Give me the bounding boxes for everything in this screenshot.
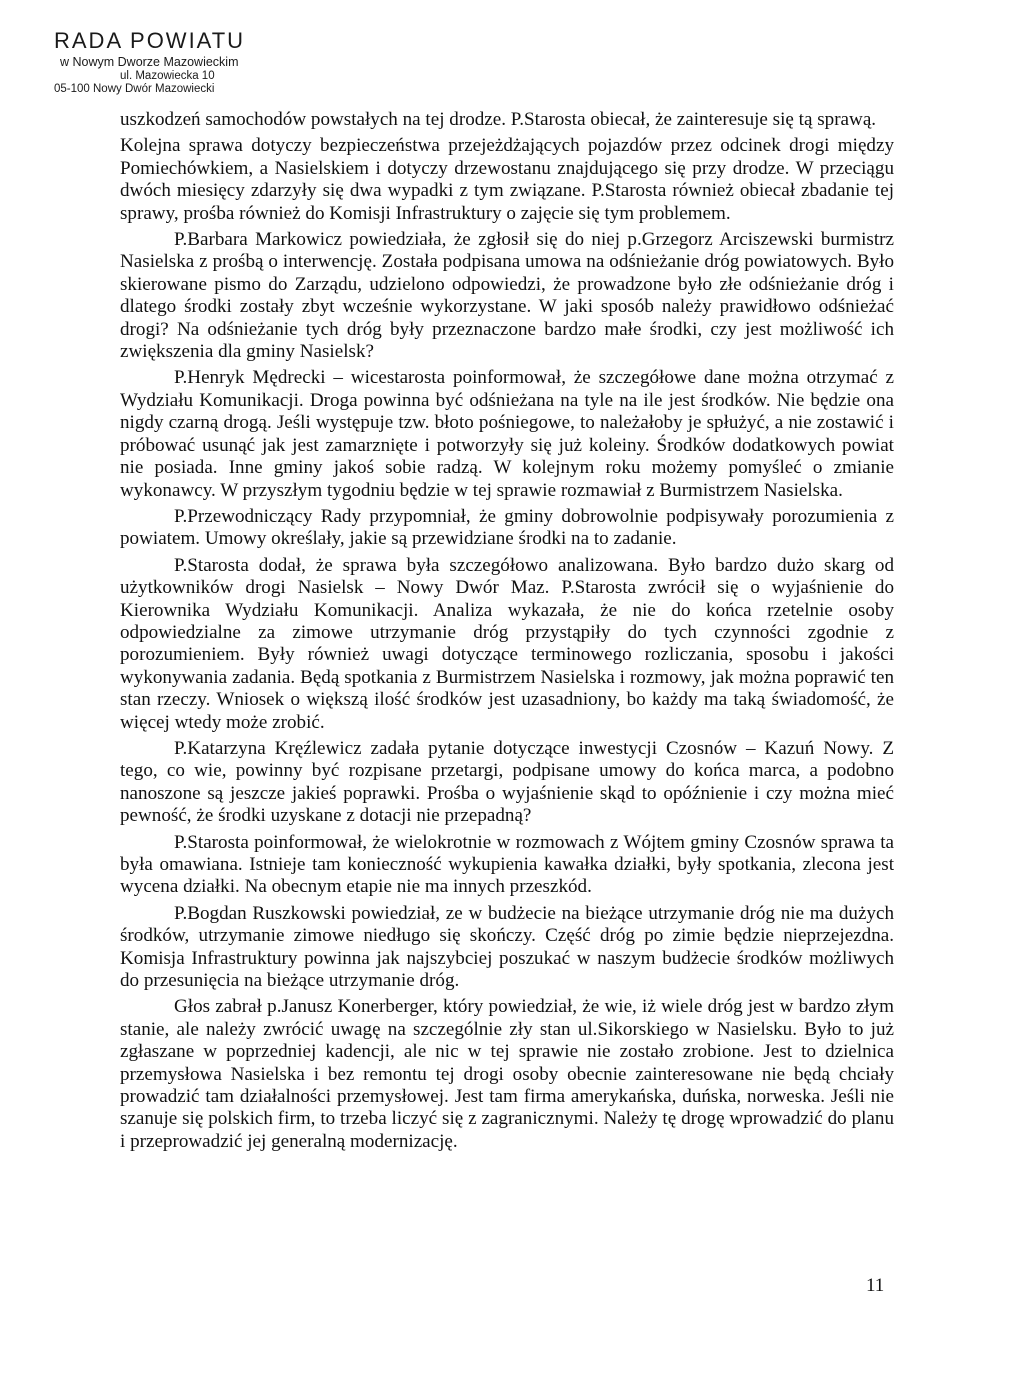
- paragraph: P.Przewodniczący Rady przypomniał, że gminy dobrowolnie podpisywały porozumienia z powiatem. Umowy określały, jakie są przewidziane środki na to zadanie.: [120, 505, 894, 550]
- paragraph: Głos zabrał p.Janusz Konerberger, który powiedział, że wie, iż wiele dróg jest w bardzo złym stanie, ale należy zwrócić uwagę na szczególnie zły stan ul.Sikorskiego w Nasielsku. Było to już zgłaszane w poprzedniej kadencji, ale nic w tej sprawie nie zostało zrobione. Jest to dzielnica przemysłowa Nasielska i bez remontu tej drogi osoby obecnie zainteresowane nie będą chciały prowadzić tam działalności przemysłowej. Jest tam firma amerykańska, duńska, norweska. Jeśli nie szanuje się polskich firm, to trzeba liczyć się z zagranicznymi. Należy tę drogę wprowadzić do planu i przeprowadzić jej generalną modernizację.: [120, 996, 894, 1152]
- document-body: [120, 109, 894, 1157]
- stamp-street: ul. Mazowiecka 10: [120, 69, 215, 82]
- paragraph: P.Katarzyna Kręźlewicz zadała pytanie dotyczące inwestycji Czosnów – Kazuń Nowy. Z tego, co wie, powinny być rozpisane przetargi, podpisane umowy do końca marca, a podobno nanoszone są jeszcze jakieś poprawki. Prośba o wyjaśnienie skąd to opóźnienie i czy można mieć pewność, że środki uzyskane z dotacji nie przepadną?: [120, 737, 894, 827]
- paragraph: P.Starosta poinformował, że wielokrotnie w rozmowach z Wójtem gminy Czosnów sprawa ta była omawiana. Istnieje tam konieczność wykupienia kawałka działki, były spotkania, zlecona jest wycena działki. Na obecnym etapie nie ma innych przeszkód.: [120, 831, 894, 898]
- paragraph: Kolejna sprawa dotyczy bezpieczeństwa przejeżdżających pojazdów przez odcinek drogi między Pomiechówkiem, a Nasielskiem i dotyczy drzewostanu znajdującego się przy drodze. W przeciągu dwóch miesięcy zdarzyły się dwa wypadki z tym związane. P.Starosta również obiecał zbadanie tej sprawy, prośba również do Komisji Infrastruktury o zajęcie się tym problemem.: [120, 135, 894, 224]
- paragraph: P.Bogdan Ruszkowski powiedział, ze w budżecie na bieżące utrzymanie dróg nie ma dużych środków, utrzymanie zimowe niedługo się skończy. Część dróg po zimie będzie nieprzejezdna. Komisja Infrastruktury powinna jak najszybciej poszukać w naszym budżecie środków możliwych do przesunięcia na bieżące utrzymanie dróg.: [120, 902, 894, 992]
- stamp-title: RADA POWIATU: [54, 28, 246, 53]
- stamp-postal: 05-100 Nowy Dwór Mazowiecki: [54, 83, 215, 95]
- paragraph: P.Barbara Markowicz powiedziała, że zgłosił się do niej p.Grzegorz Arciszewski burmistrz Nasielska z prośbą o interwencję. Została podpisana umowa na odśnieżanie dróg powiatowych. Było skierowane pismo do Zarządu, udzielono odpowiedzi, że prowadzone było złe odśnieżanie dróg i dlatego środki zostały zbyt wcześnie wykorzystane. W jaki sposób należy prawidłowo odśnieżać drogi? Na odśnieżanie tych dróg były przeznaczone bardzo małe środki, czy jest możliwość ich zwiększenia dla gminy Nasielsk?: [120, 229, 894, 363]
- paragraph: P.Starosta dodał, że sprawa była szczegółowo analizowana. Było bardzo dużo skarg od użytkowników drogi Nasielsk – Nowy Dwór Maz. P.Starosta zwrócił się o wyjaśnienie do Kierownika Wydziału Komunikacji. Analiza wykazała, że nie do końca rzetelnie osoby odpowiedzialne za zimowe utrzymanie dróg przystąpiły do tych czynności zgodnie z porozumieniem. Były również uwagi dotyczące terminowego rozliczania, sposobu i jakości wykonywania zadania. Będą spotkania z Burmistrzem Nasielska i rozmowy, jak można poprawić ten stan rzeczy. Wniosek o większą ilość środków jest uzasadniony, bo każdy ma taką świadomość, że więcej wtedy może zrobić.: [120, 554, 894, 733]
- council-stamp: [54, 30, 245, 98]
- page-number: 11: [866, 1275, 885, 1296]
- paragraph: P.Henryk Mędrecki – wicestarosta poinformował, że szczegółowe dane można otrzymać z Wydziału Komunikacji. Droga powinna być odśnieżana na tyle na ile jest środków. Nie będzie ona nigdy czarną drogą. Jeśli występuje tzw. błoto pośniegowe, to należałoby je spłużyć, a nie zostawić i próbować usunąć jak jest zamarznięte i potworzyły się już koleiny. Środków dodatkowych powiat nie posiada. Inne gminy jakoś sobie radzą. W kolejnym roku możemy pomyśleć o zmianie wykonawcy. W przyszłym tygodniu będzie w tej sprawie rozmawiał z Burmistrzem Nasielska.: [120, 367, 894, 501]
- paragraph: uszkodzeń samochodów powstałych na tej drodze. P.Starosta obiecał, że zainteresuje się tą sprawą.: [120, 109, 877, 130]
- stamp-location: w Nowym Dworze Mazowieckim: [60, 55, 239, 69]
